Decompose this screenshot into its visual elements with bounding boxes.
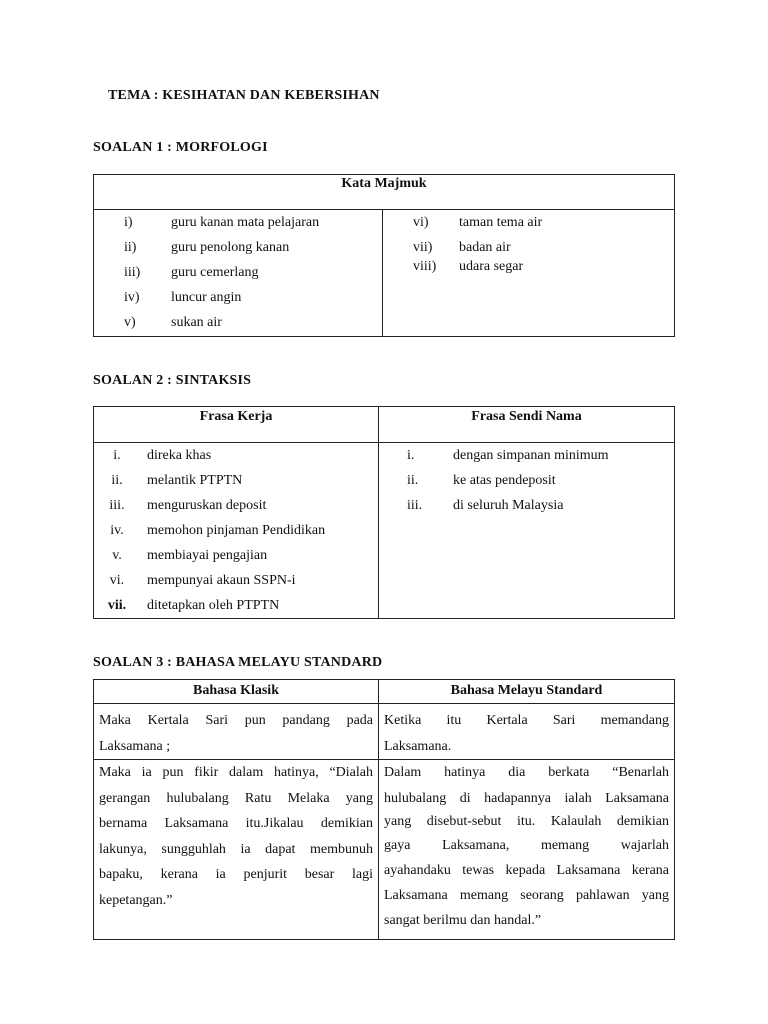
item-number: iv. bbox=[110, 523, 124, 538]
text-line: Ketika itu Kertala Sari memandang bbox=[384, 713, 669, 728]
list-item bbox=[94, 468, 378, 493]
bahasa-standard-cell bbox=[379, 760, 675, 940]
item-text: membiayai pengajian bbox=[147, 548, 268, 563]
list-item bbox=[94, 235, 382, 260]
list-item bbox=[94, 493, 378, 518]
frasa-sendi-nama-cell bbox=[379, 443, 675, 619]
kata-majmuk-left-cell bbox=[94, 210, 383, 337]
soalan2-heading: SOALAN 2 : SINTAKSIS bbox=[93, 373, 252, 388]
list-item bbox=[94, 443, 378, 468]
item-number: v. bbox=[112, 548, 122, 563]
text-line: Laksamana memang seorang pahlawan yang bbox=[384, 888, 669, 903]
bahasa-klasik-cell bbox=[94, 704, 379, 760]
kata-majmuk-title: Kata Majmuk bbox=[94, 175, 675, 210]
list-item bbox=[94, 593, 378, 618]
item-number: i. bbox=[113, 448, 121, 463]
item-number: iii) bbox=[124, 265, 141, 280]
item-number: ii. bbox=[407, 473, 419, 488]
item-text: taman tema air bbox=[459, 215, 543, 230]
text-line: kepetangan.” bbox=[99, 892, 173, 908]
table-row bbox=[94, 704, 675, 760]
text-line: sangat berilmu dan handal.” bbox=[384, 913, 542, 928]
item-number: iii. bbox=[407, 498, 423, 513]
text-line: bapaku, kerana ia penjurit besar lagi bbox=[99, 867, 373, 882]
list-item bbox=[94, 210, 382, 235]
item-number: i. bbox=[407, 448, 415, 463]
item-number: ii. bbox=[111, 473, 123, 488]
text-line: Laksamana ; bbox=[99, 738, 171, 754]
kata-majmuk-right-list bbox=[383, 210, 674, 274]
list-item bbox=[94, 543, 378, 568]
item-number: v) bbox=[124, 315, 136, 330]
text-line: lakunya, sungguhlah ia dapat membunuh bbox=[99, 841, 373, 857]
soalan3-heading: SOALAN 3 : BAHASA MELAYU STANDARD bbox=[93, 655, 383, 670]
item-number: viii) bbox=[413, 259, 437, 274]
item-number: vii. bbox=[107, 598, 127, 613]
bahasa-standard-cell bbox=[379, 704, 675, 760]
text-line: yang disebut-sebut itu. Kalaulah demikian bbox=[384, 814, 669, 829]
text-line: bernama Laksamana itu.Jikalau demikian bbox=[99, 816, 373, 831]
item-text: direka khas bbox=[147, 448, 212, 463]
text-line: gaya Laksamana, memang wajarlah bbox=[384, 838, 669, 853]
list-item bbox=[94, 310, 382, 335]
item-text: memohon pinjaman Pendidikan bbox=[147, 523, 326, 538]
item-text: ditetapkan oleh PTPTN bbox=[147, 598, 280, 613]
item-text: sukan air bbox=[171, 315, 222, 330]
item-number: vi. bbox=[109, 573, 125, 588]
kata-majmuk-table bbox=[93, 174, 675, 337]
list-item bbox=[94, 260, 382, 285]
text-line: Dalam hatinya dia berkata “Benarlah bbox=[384, 765, 669, 780]
item-text: dengan simpanan minimum bbox=[453, 448, 609, 463]
text-line: gerangan hulubalang Ratu Melaka yang bbox=[99, 790, 373, 806]
table-row bbox=[94, 760, 675, 940]
item-number: iv) bbox=[124, 290, 140, 305]
list-item bbox=[383, 210, 674, 235]
list-item bbox=[379, 468, 674, 493]
item-number: vii) bbox=[413, 240, 433, 255]
item-number: iii. bbox=[109, 498, 125, 513]
item-text: guru kanan mata pelajaran bbox=[171, 215, 320, 230]
bahasa-klasik-header: Bahasa Klasik bbox=[94, 680, 379, 704]
item-text: badan air bbox=[459, 240, 511, 255]
text-line: Maka ia pun fikir dalam hatinya, “Dialah bbox=[99, 765, 373, 780]
item-number: vi) bbox=[413, 215, 429, 230]
item-text: di seluruh Malaysia bbox=[453, 498, 564, 513]
list-item bbox=[383, 235, 674, 260]
frasa-kerja-list bbox=[94, 443, 378, 618]
theme-heading: TEMA : KESIHATAN DAN KEBERSIHAN bbox=[108, 88, 380, 103]
frasa-kerja-header: Frasa Kerja bbox=[94, 407, 379, 443]
list-item bbox=[94, 285, 382, 310]
list-item bbox=[94, 518, 378, 543]
text-line: Maka Kertala Sari pun pandang pada bbox=[99, 713, 373, 728]
list-item bbox=[383, 260, 674, 274]
item-text: ke atas pendeposit bbox=[453, 473, 556, 488]
bahasa-klasik-cell bbox=[94, 760, 379, 940]
item-number: i) bbox=[124, 215, 133, 230]
list-item bbox=[379, 443, 674, 468]
text-line: ayahandaku tewas kepada Laksamana kerana bbox=[384, 863, 669, 878]
list-item bbox=[379, 493, 674, 518]
soalan1-heading: SOALAN 1 : MORFOLOGI bbox=[93, 140, 268, 155]
kata-majmuk-right-cell bbox=[383, 210, 675, 337]
kata-majmuk-left-list bbox=[94, 210, 382, 335]
frasa-sendi-nama-list bbox=[379, 443, 674, 518]
item-text: guru cemerlang bbox=[171, 265, 259, 280]
list-item bbox=[94, 568, 378, 593]
item-text: menguruskan deposit bbox=[147, 498, 267, 513]
item-text: luncur angin bbox=[171, 290, 242, 305]
item-number: ii) bbox=[124, 240, 137, 255]
frasa-sendi-nama-header: Frasa Sendi Nama bbox=[379, 407, 675, 443]
sintaksis-table bbox=[93, 406, 675, 619]
frasa-kerja-cell bbox=[94, 443, 379, 619]
item-text: guru penolong kanan bbox=[171, 240, 290, 255]
text-line: Laksamana. bbox=[384, 738, 452, 754]
bahasa-melayu-standard-table bbox=[93, 679, 675, 940]
text-line: hulubalang di hadapannya ialah Laksamana bbox=[384, 790, 669, 806]
item-text: mempunyai akaun SSPN-i bbox=[147, 573, 296, 588]
item-text: melantik PTPTN bbox=[147, 473, 243, 488]
item-text: udara segar bbox=[459, 259, 524, 274]
bahasa-standard-header: Bahasa Melayu Standard bbox=[379, 680, 675, 704]
